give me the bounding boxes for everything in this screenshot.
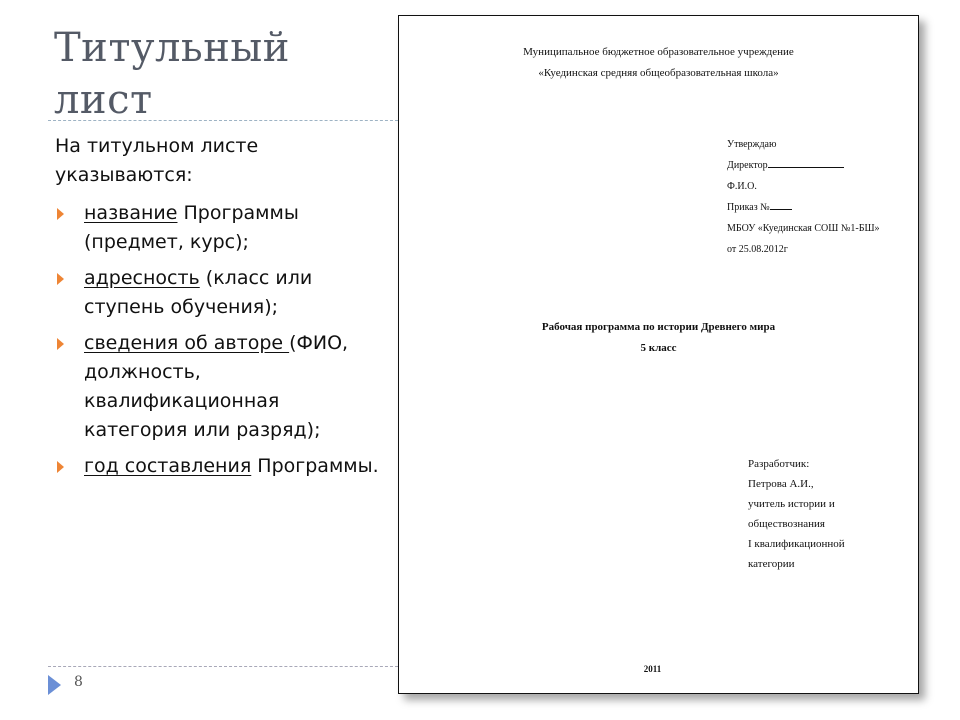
approval-line: МБОУ «Куединская СОШ №1-БШ» — [727, 223, 880, 234]
bullet-arrow-icon — [57, 338, 64, 350]
approval-line: Ф.И.О. — [727, 181, 757, 192]
slide-title-line1: Титульный — [54, 25, 290, 71]
bullet-item — [55, 264, 385, 322]
approval-line: от 25.08.2012г — [727, 244, 788, 255]
doc-org-line2: «Куединская средняя общеобразовательная школа» — [538, 67, 779, 79]
bullet-item — [55, 329, 385, 445]
bullet-list — [55, 199, 385, 488]
approval-line: Утверждаю — [727, 139, 777, 150]
order-number-blank — [770, 200, 792, 210]
doc-program-grade: 5 класс — [640, 342, 677, 354]
bullet-arrow-icon — [57, 273, 64, 285]
bullet-keyword: сведения об авторе — [84, 332, 290, 354]
developer-line: I квалификационной — [748, 538, 845, 550]
developer-line: обществознания — [748, 518, 825, 530]
title-divider — [48, 120, 398, 121]
developer-line: учитель истории и — [748, 498, 835, 510]
bullet-arrow-icon — [57, 461, 64, 473]
bullet-keyword: адресность — [84, 267, 200, 289]
approval-director: Директор — [727, 155, 880, 176]
bullet-item — [55, 199, 385, 257]
footer-divider — [48, 666, 398, 667]
bullet-text: (класс или ступень обучения); — [84, 267, 313, 318]
bullet-keyword: название — [84, 202, 178, 224]
doc-year: 2011 — [643, 664, 662, 674]
page-number: 8 — [74, 674, 83, 690]
bullet-text: (ФИО, должность, квалификационная категория или разряд); — [84, 332, 349, 441]
bullet-keyword: год составления — [84, 455, 252, 477]
approval-order: Приказ № — [727, 197, 880, 218]
slide-title — [54, 22, 384, 126]
signature-blank — [768, 158, 844, 168]
bullet-text: Программы (предмет, курс); — [84, 202, 299, 253]
developer-line: Петрова А.И., — [748, 478, 814, 490]
bullet-item — [55, 452, 385, 481]
title-page-image — [398, 15, 919, 694]
doc-approval-block — [727, 134, 880, 260]
doc-developer-block — [748, 454, 845, 574]
doc-org-line1: Муниципальное бюджетное образовательное учреждение — [523, 46, 794, 58]
bullet-arrow-icon — [57, 208, 64, 220]
slide-title-line2: лист — [54, 77, 153, 123]
developer-line: Разработчик: — [748, 458, 810, 470]
doc-program-title: Рабочая программа по истории Древнего мира — [541, 321, 776, 333]
footer-arrow-icon — [48, 675, 61, 695]
intro-text: На титульном листе указываются: — [55, 135, 259, 186]
developer-line: категории — [748, 558, 795, 570]
bullet-text: Программы. — [251, 455, 379, 477]
